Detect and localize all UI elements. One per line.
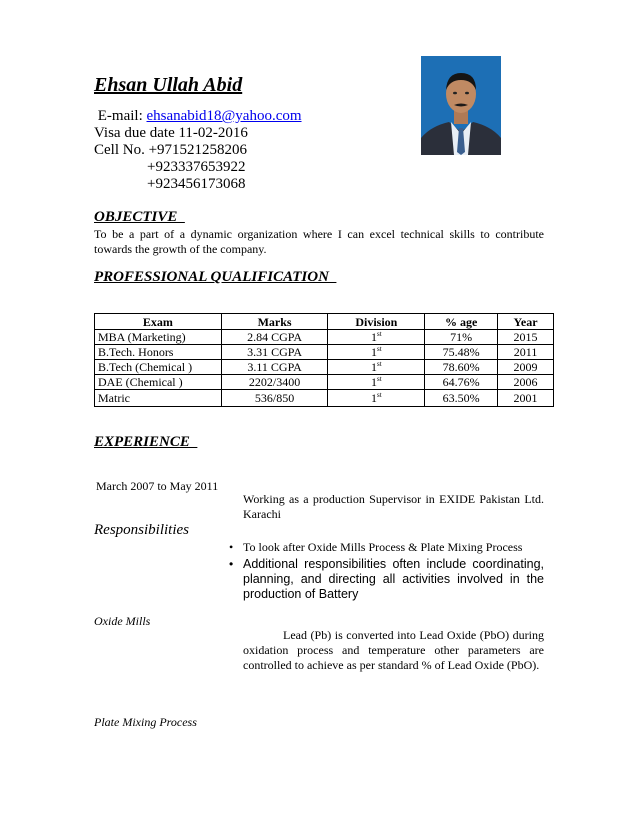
column-header: % age: [425, 314, 498, 330]
division-cell: 1st: [328, 390, 425, 407]
candidate-name: Ehsan Ullah Abid: [94, 74, 243, 96]
oxide-mills-text: Lead (Pb) is converted into Lead Oxide (PbO) during oxidation process and temperature other parameters are controlled to achieve as per standard % of Lead Oxide (PbO).: [243, 628, 544, 672]
table-row: [95, 390, 554, 407]
email-label: E-mail:: [97, 108, 147, 124]
division-cell: 1st: [328, 345, 425, 360]
column-header: Year: [498, 314, 554, 330]
table-row: [95, 330, 554, 345]
percent-cell: 64.76%: [425, 375, 498, 390]
year-cell: 2009: [498, 360, 554, 375]
exam-cell: B.Tech (Chemical ): [95, 360, 222, 375]
portrait-image: [421, 56, 501, 155]
objective-heading: OBJECTIVE: [94, 209, 185, 225]
marks-cell: 536/850: [221, 390, 328, 407]
phone-line-1: +923337653922: [147, 159, 246, 175]
percent-cell: 71%: [425, 330, 498, 345]
column-header: Division: [328, 314, 425, 330]
list-item: • To look after Oxide Mills Process & Plate Mixing Process: [229, 540, 523, 554]
marks-cell: 2202/3400: [221, 375, 328, 390]
plate-mixing-heading: Plate Mixing Process: [94, 715, 197, 729]
column-header: Exam: [95, 314, 222, 330]
percent-cell: 63.50%: [425, 390, 498, 407]
table-row: [95, 360, 554, 375]
list-item: • Additional responsibilities often include coordinating, planning, and directing all activities involved in the production of Battery: [229, 557, 544, 601]
phone-line-2: +923456173068: [147, 176, 246, 192]
marks-cell: 3.31 CGPA: [221, 345, 328, 360]
exam-cell: Matric: [95, 390, 222, 407]
table-row: [95, 345, 554, 360]
contact-block: [94, 108, 302, 193]
exam-cell: DAE (Chemical ): [95, 375, 222, 390]
experience-heading: EXPERIENCE: [94, 434, 198, 450]
experience-period: March 2007 to May 2011: [96, 479, 219, 493]
table-header-row: [95, 314, 554, 330]
qualification-table: [94, 313, 554, 407]
job-description: Working as a production Supervisor in EXIDE Pakistan Ltd. Karachi: [243, 492, 544, 521]
percent-cell: 75.48%: [425, 345, 498, 360]
year-cell: 2006: [498, 375, 554, 390]
division-cell: 1st: [328, 360, 425, 375]
marks-cell: 3.11 CGPA: [221, 360, 328, 375]
division-cell: 1st: [328, 330, 425, 345]
year-cell: 2011: [498, 345, 554, 360]
visa-line: Visa due date 11-02-2016: [94, 125, 248, 141]
exam-cell: B.Tech. Honors: [95, 345, 222, 360]
email-line: [94, 108, 302, 125]
responsibilities-heading: Responsibilities: [94, 522, 189, 538]
responsibilities-list: [229, 540, 544, 604]
email-link[interactable]: ehsanabid18@yahoo.com: [146, 108, 302, 124]
year-cell: 2001: [498, 390, 554, 407]
exam-cell: MBA (Marketing): [95, 330, 222, 345]
year-cell: 2015: [498, 330, 554, 345]
percent-cell: 78.60%: [425, 360, 498, 375]
profile-photo: [421, 56, 501, 155]
cell-line: Cell No. +971521258206: [94, 142, 248, 158]
column-header: Marks: [221, 314, 328, 330]
marks-cell: 2.84 CGPA: [221, 330, 328, 345]
qualification-heading: PROFESSIONAL QUALIFICATION: [94, 269, 337, 285]
table-row: [95, 375, 554, 390]
bullet-icon: •: [229, 557, 234, 571]
objective-text: To be a part of a dynamic organization where I can excel technical skills to contribute towards the growth of the company.: [94, 227, 544, 256]
division-cell: 1st: [328, 375, 425, 390]
bullet-icon: •: [229, 540, 234, 554]
oxide-mills-heading: Oxide Mills: [94, 614, 151, 628]
